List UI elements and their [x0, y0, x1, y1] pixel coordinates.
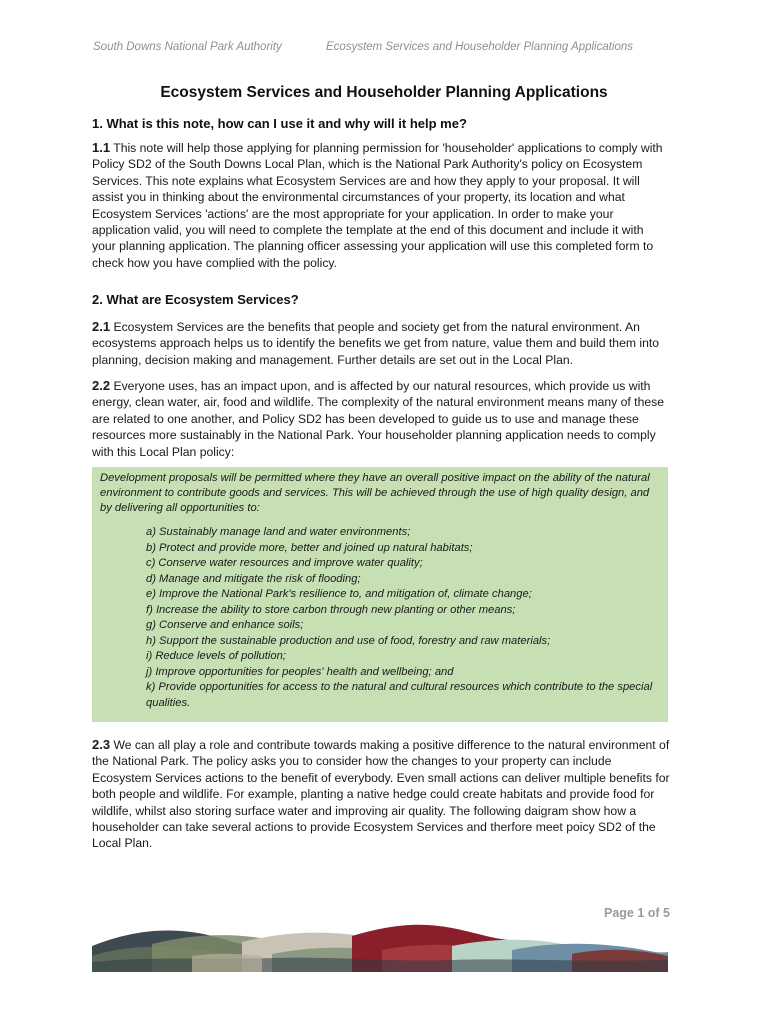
policy-item: c) Conserve water resources and improve water quality; — [146, 557, 423, 569]
section-1-heading: 1. What is this note, how can I use it and why will it help me? — [92, 116, 467, 131]
policy-item: g) Conserve and enhance soils; — [146, 619, 304, 631]
paragraph-1-1 — [92, 140, 670, 271]
policy-intro: Development proposals will be permitted where they have an overall positive impact on the ability of the natural environment to contribute goods and services. This will be achieved through the use of high quality design, and by delivering all opportunities to: — [100, 472, 650, 515]
header-document-title: Ecosystem Services and Householder Planning Applications — [326, 41, 634, 53]
paragraph-text: Ecosystem Services are the benefits that people and society get from the natural environment. An ecosystems approach helps us to identify the benefits we get from nature, value them and build them into planning, decision making and management. Further details are set out in the Local Plan. — [92, 320, 660, 367]
paragraph-text: We can all play a role and contribute towards making a positive difference to the natural environment of the National Park. The policy asks you to consider how the changes to your property can include Ecosystem Services actions to the benefit of everybody. Even small actions can deliver multiple benefits for both people and wildlife. For example, planting a native hedge could create habitats and provide food for wildlife, whilst also storing surface water and improving air quality. The following daigram show how a householder can take several actions to provide Ecosystem Services and therfore meet poicy SD2 of the Local Plan. — [92, 738, 670, 851]
policy-list — [146, 525, 658, 711]
paragraph-text: This note will help those applying for planning permission for 'householder' applications to comply with Policy SD2 of the South Downs Local Plan, which is the National Park Authority's policy on Ecosystem Services. This note explains what Ecosystem Services are and how they apply to your proposal. It will assist you in thinking about the environmental circumstances of your property, its location and what Ecosystem Services 'actions' are the most appropriate for your application. In order to make your application valid, you will need to complete the template at the end of this document and include it with your planning application. The planning officer assessing your application will use this completed form to check how you have complied with the policy. — [92, 141, 663, 270]
policy-item: k) Provide opportunities for access to the natural and cultural resources which contribute to the special qualities. — [146, 681, 653, 709]
policy-item: i) Reduce levels of pollution; — [146, 650, 286, 662]
paragraph-number: 2.2 — [92, 378, 111, 393]
policy-item: a) Sustainably manage land and water environments; — [146, 526, 411, 538]
paragraph-number: 2.1 — [92, 319, 111, 334]
policy-item: j) Improve opportunities for peoples' health and wellbeing; and — [146, 665, 454, 678]
paragraph-2-3 — [92, 737, 670, 852]
page-title: Ecosystem Services and Householder Planning Applications — [160, 84, 608, 101]
section-2-heading-block — [92, 292, 670, 307]
policy-item: e) Improve the National Park's resilience to, and mitigation of, climate change; — [146, 588, 532, 600]
policy-item: h) Support the sustainable production and use of food, forestry and raw materials; — [146, 634, 551, 647]
landscape-banner-image — [92, 916, 668, 972]
paragraph-number: 1.1 — [92, 140, 111, 155]
page-number: Page 1 of 5 — [604, 906, 670, 920]
paragraph-text: Everyone uses, has an impact upon, and is affected by our natural resources, which provide us with energy, clean water, air, food and wildlife. The complexity of the natural environment means many of these are related to one another, and Policy SD2 has been developed to guide us to use and manage these resources more sustainably in the National Park. Your householder planning application needs to comply with this Local Plan policy: — [92, 379, 664, 459]
policy-item: f) Increase the ability to store carbon through new planting or other means; — [146, 603, 516, 616]
policy-item: d) Manage and mitigate the risk of flooding; — [146, 572, 361, 585]
policy-item: b) Protect and provide more, better and joined up natural habitats; — [146, 541, 473, 554]
section-2-heading: 2. What are Ecosystem Services? — [92, 292, 299, 307]
policy-sd2-box — [92, 467, 668, 722]
running-header — [93, 41, 653, 53]
paragraph-2-1 — [92, 319, 670, 368]
header-organisation: South Downs National Park Authority — [93, 41, 282, 53]
paragraph-2-2 — [92, 378, 670, 460]
paragraph-number: 2.3 — [92, 737, 111, 752]
section-1-heading-block — [92, 116, 670, 131]
